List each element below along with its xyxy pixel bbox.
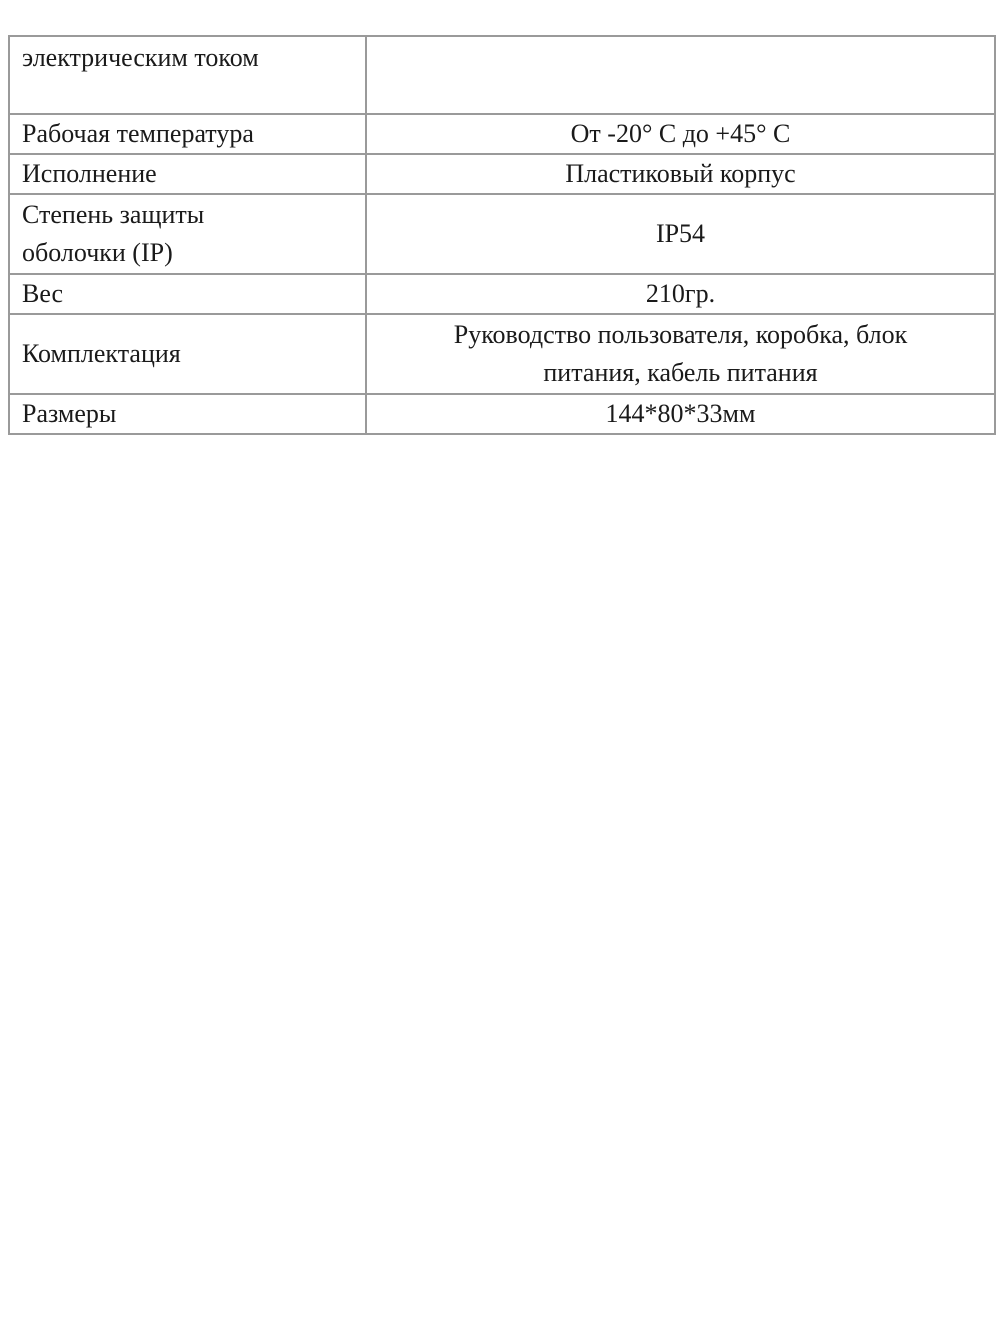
table-row <box>9 314 995 394</box>
table-row <box>9 194 995 274</box>
spec-name-text: Размеры <box>22 399 117 428</box>
spec-name-text: Вес <box>22 279 64 308</box>
spec-name-cell <box>9 314 366 394</box>
spec-value-text: питания, кабель питания <box>543 358 818 387</box>
spec-value-cell <box>366 36 995 114</box>
spec-value-text: 144*80*33мм <box>605 399 756 428</box>
spec-value-text: 210гр. <box>645 279 716 308</box>
spec-value-text: От -20° С до +45° С <box>570 119 791 148</box>
table-row <box>9 154 995 194</box>
spec-value-cell <box>366 194 995 274</box>
spec-name-cell <box>9 154 366 194</box>
spec-table <box>8 35 996 435</box>
spec-name-text: Исполнение <box>22 159 157 188</box>
spec-value-text: Руководство пользователя, коробка, блок <box>453 320 908 349</box>
spec-name-cell <box>9 394 366 434</box>
spec-name-text: Степень защиты <box>22 200 205 229</box>
spec-value-cell <box>366 394 995 434</box>
table-row <box>9 36 995 114</box>
spec-value-text: Пластиковый корпус <box>565 159 796 188</box>
spec-value-cell <box>366 114 995 154</box>
spec-name-cell <box>9 36 366 114</box>
spec-name-text: оболочки (IP) <box>22 238 173 267</box>
spec-name-text: электрическим током <box>22 43 259 72</box>
spec-name-cell <box>9 194 366 274</box>
table-row <box>9 274 995 314</box>
table-row <box>9 114 995 154</box>
spec-name-text: Рабочая температура <box>22 119 254 148</box>
spec-value-text: IP54 <box>655 219 706 248</box>
table-row <box>9 394 995 434</box>
spec-name-cell <box>9 274 366 314</box>
spec-name-cell <box>9 114 366 154</box>
spec-value-cell <box>366 314 995 394</box>
spec-value-cell <box>366 154 995 194</box>
spec-name-text: Комплектация <box>22 339 181 368</box>
spec-value-cell <box>366 274 995 314</box>
